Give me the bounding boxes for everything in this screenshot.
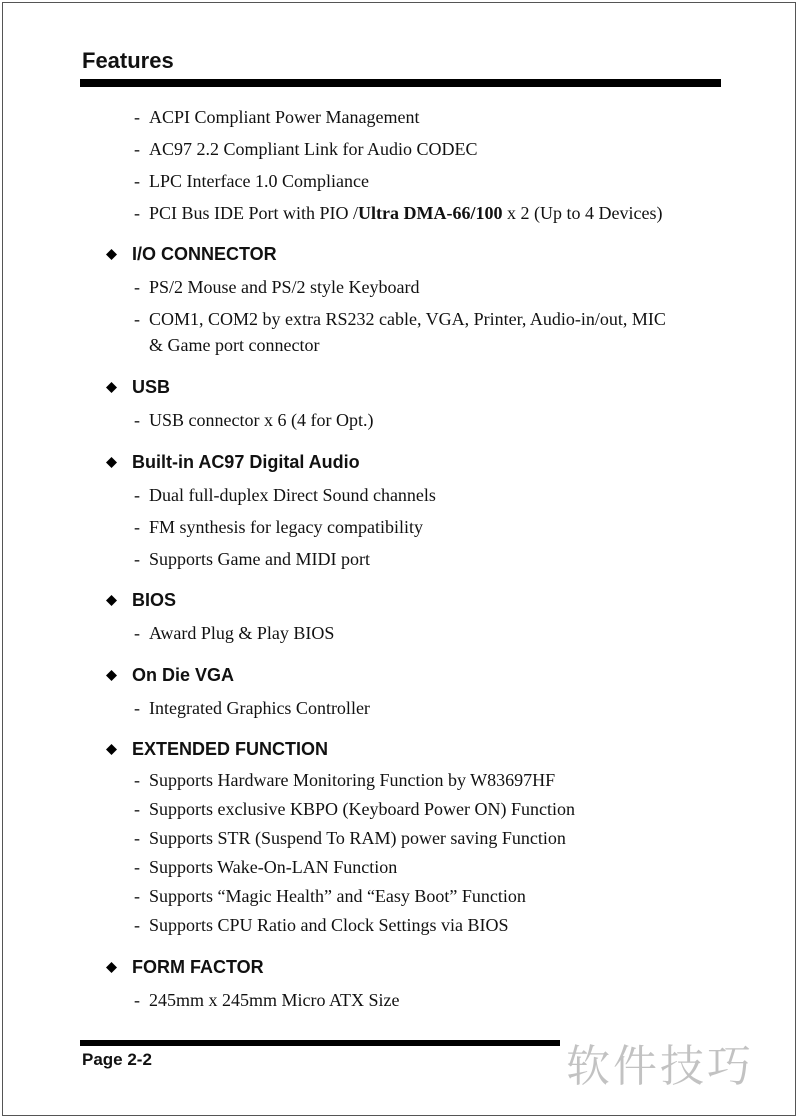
section-heading-form-factor: FORM FACTOR xyxy=(106,956,264,978)
list-item: - Dual full-duplex Direct Sound channels xyxy=(134,485,436,505)
list-item: - PS/2 Mouse and PS/2 style Keyboard xyxy=(134,277,420,297)
title-rule xyxy=(80,79,721,87)
diamond-bullet-icon xyxy=(106,962,117,973)
list-item: - Supports STR (Suspend To RAM) power saving Function xyxy=(134,828,566,848)
diamond-bullet-icon xyxy=(106,249,117,260)
section-heading-extended-function: EXTENDED FUNCTION xyxy=(106,738,328,760)
section-heading-vga: On Die VGA xyxy=(106,664,234,686)
list-item-continuation: & Game port connector xyxy=(149,335,320,355)
diamond-bullet-icon xyxy=(106,744,117,755)
footer-rule xyxy=(80,1040,560,1046)
section-heading-usb: USB xyxy=(106,376,170,398)
list-item: - Supports CPU Ratio and Clock Settings via BIOS xyxy=(134,915,509,935)
section-heading-audio: Built-in AC97 Digital Audio xyxy=(106,451,360,473)
list-item: - ACPI Compliant Power Management xyxy=(134,107,420,127)
page-title: Features xyxy=(82,48,174,73)
list-item: - 245mm x 245mm Micro ATX Size xyxy=(134,990,400,1010)
list-item: - Supports “Magic Health” and “Easy Boot” Function xyxy=(134,886,526,906)
list-item: - COM1, COM2 by extra RS232 cable, VGA, Printer, Audio-in/out, MIC xyxy=(134,309,666,329)
page-number: Page 2-2 xyxy=(82,1050,152,1069)
list-item-pci: - PCI Bus IDE Port with PIO /Ultra DMA-66/100 x 2 (Up to 4 Devices) xyxy=(134,203,663,223)
list-item: - Integrated Graphics Controller xyxy=(134,698,370,718)
watermark: 软件技巧 xyxy=(566,1041,754,1092)
list-item: - FM synthesis for legacy compatibility xyxy=(134,517,423,537)
diamond-bullet-icon xyxy=(106,382,117,393)
list-item: - AC97 2.2 Compliant Link for Audio CODEC xyxy=(134,139,478,159)
list-item: - Supports exclusive KBPO (Keyboard Power ON) Function xyxy=(134,799,575,819)
section-heading-io-connector: I/O CONNECTOR xyxy=(106,243,277,265)
diamond-bullet-icon xyxy=(106,457,117,468)
section-heading-bios: BIOS xyxy=(106,589,176,611)
list-item: - Award Plug & Play BIOS xyxy=(134,623,335,643)
list-item: - LPC Interface 1.0 Compliance xyxy=(134,171,369,191)
list-item: - USB connector x 6 (4 for Opt.) xyxy=(134,410,374,430)
list-item: - Supports Wake-On-LAN Function xyxy=(134,857,398,877)
list-item: - Supports Hardware Monitoring Function by W83697HF xyxy=(134,770,556,790)
diamond-bullet-icon xyxy=(106,670,117,681)
list-item: - Supports Game and MIDI port xyxy=(134,549,370,569)
diamond-bullet-icon xyxy=(106,595,117,606)
page-frame xyxy=(2,2,796,1116)
